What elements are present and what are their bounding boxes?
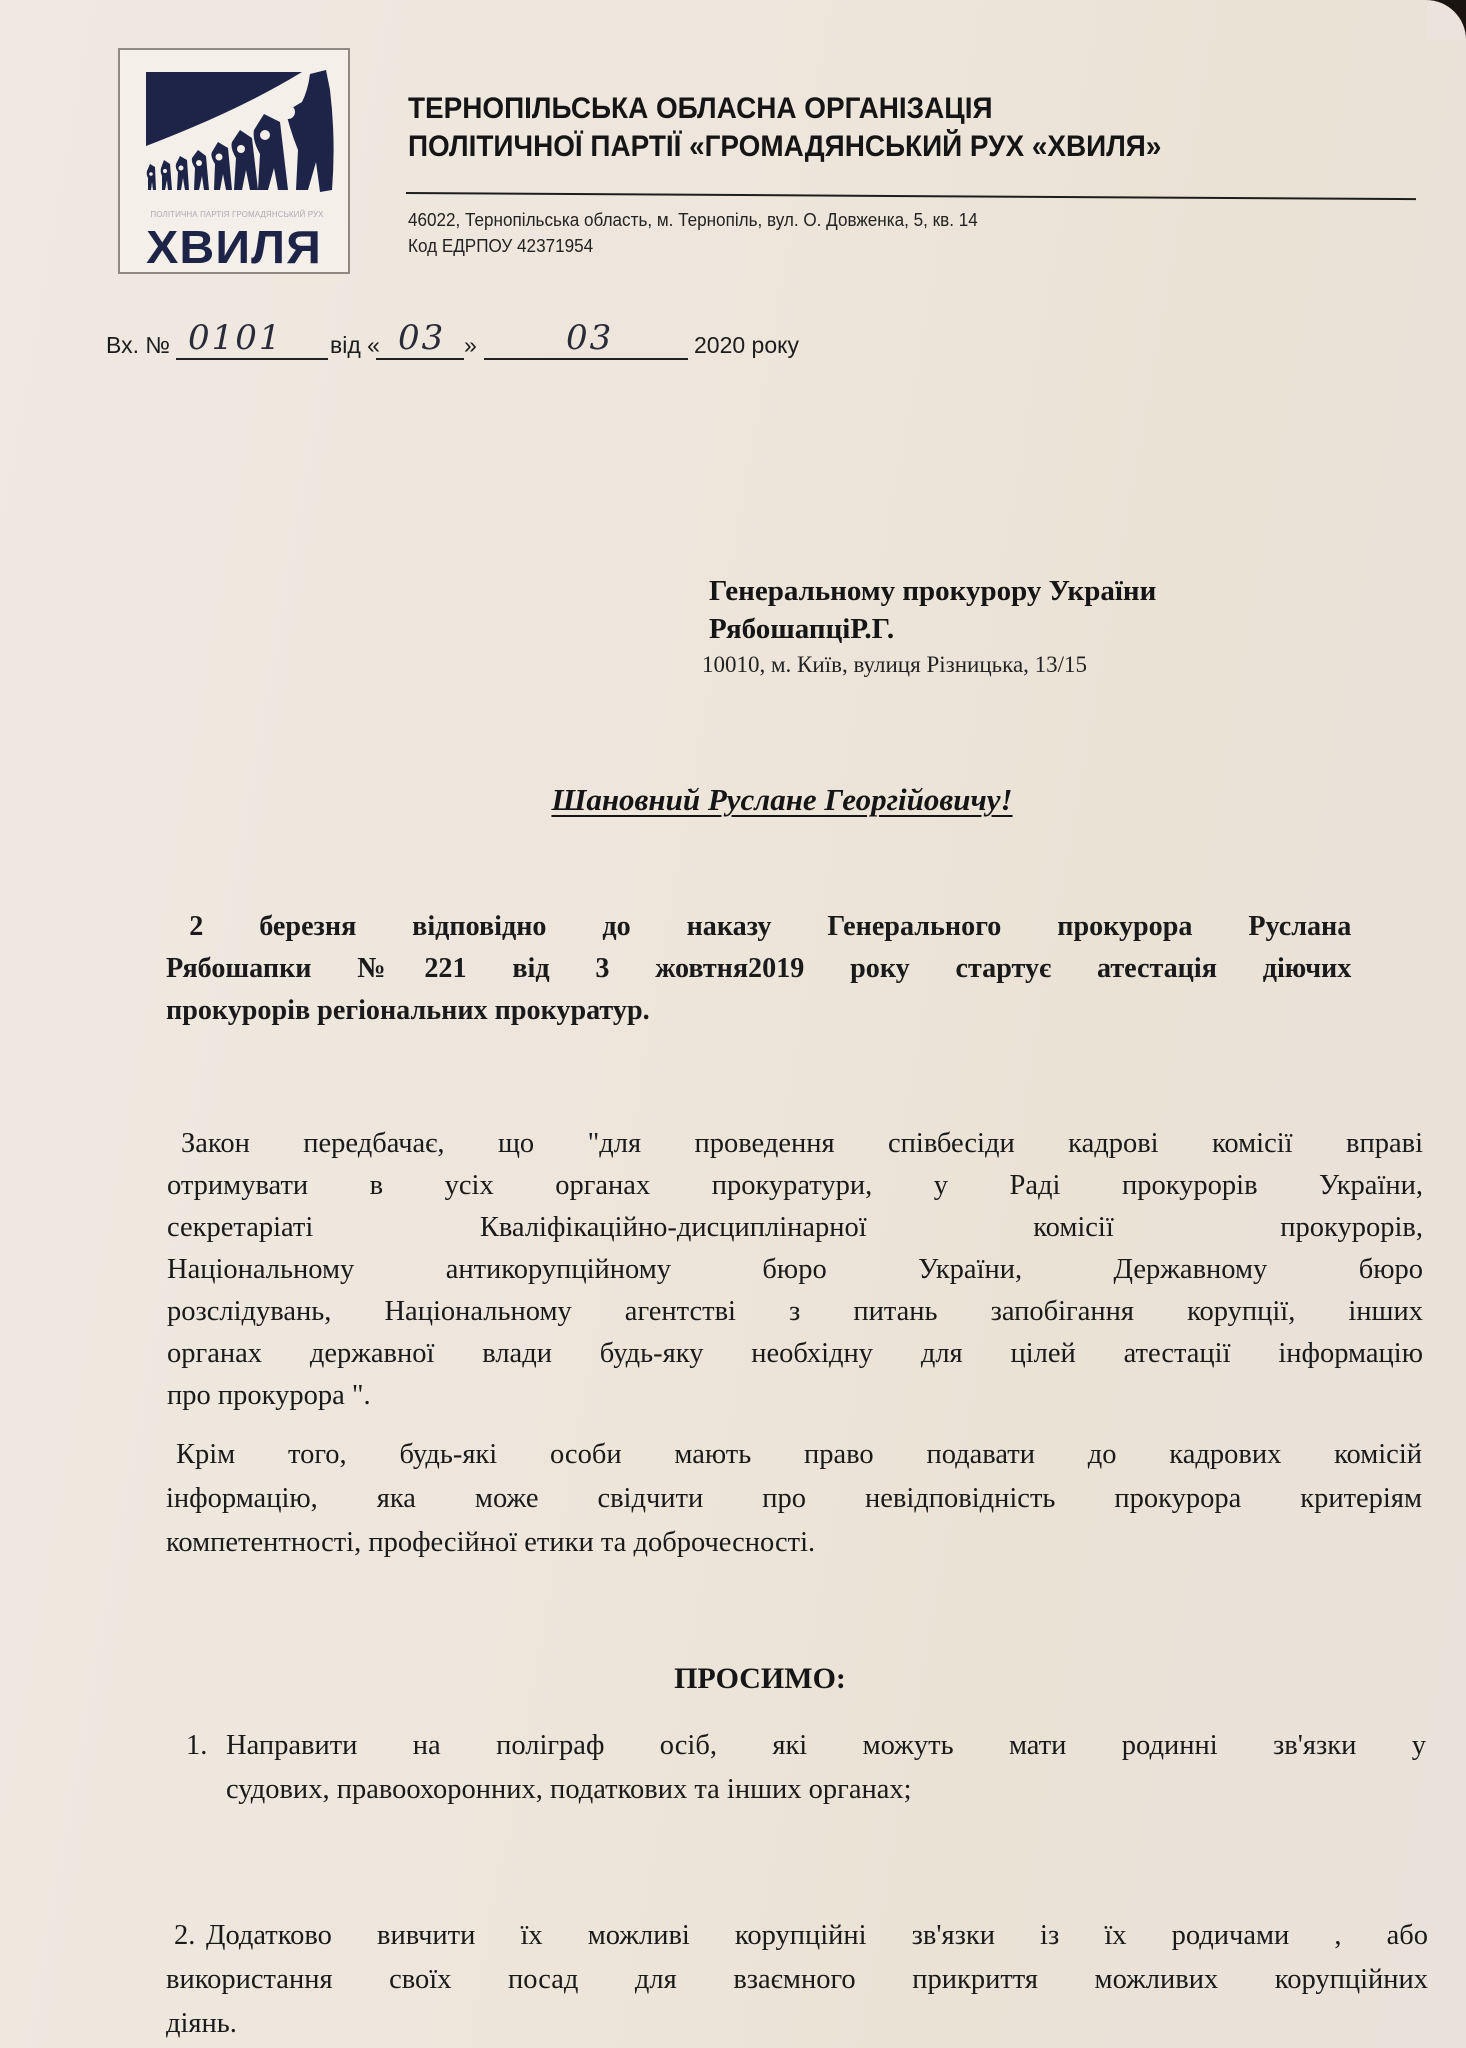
- request-item-line: судових, правоохоронних, податкових та інших органах;: [226, 1774, 912, 1805]
- besides-line: інформацію, яка може свідчити про невідповідність прокурора критеріям: [166, 1483, 1422, 1514]
- request-item-line: діянь.: [166, 2008, 237, 2039]
- law-line: Закон передбачає, що "для проведення співбесіди кадрові комісії вправі: [181, 1128, 1423, 1159]
- organization-title-line1: ТЕРНОПІЛЬСЬКА ОБЛАСНА ОРГАНІЗАЦІЯ: [408, 92, 993, 125]
- law-line: Національному антикорупційному бюро України, Державному бюро: [167, 1254, 1423, 1285]
- month-blank-line: [484, 358, 688, 360]
- request-item-line: Направити на поліграф осіб, які можуть мати родинні зв'язки у: [226, 1730, 1426, 1761]
- addressee-name: РябошапціР.Г.: [709, 613, 895, 645]
- year-label: 2020 року: [694, 332, 799, 358]
- from-label: від «: [330, 332, 380, 358]
- logo-wordmark: ХВИЛЯ: [146, 221, 322, 273]
- law-line: секретаріаті Кваліфікаційно-дисциплінарної комісії прокурорів,: [167, 1212, 1423, 1243]
- law-line: отримувати в усіх органах прокуратури, у Раді прокурорів України,: [167, 1170, 1423, 1201]
- incoming-number: 0101: [188, 318, 283, 358]
- salutation: Шановний Руслане Георгійовичу!: [551, 782, 1013, 817]
- law-paragraph: [167, 1123, 1423, 1417]
- request-item-number: 1.: [186, 1730, 208, 1761]
- intro-line: Рябошапки №221 від 3 жовтня2019 року стартує атестація діючих: [166, 952, 1352, 984]
- request-item-number: 2.: [174, 1920, 196, 1951]
- request-item-line: використання своїх посад для взаємного прикриття можливих корупційних: [166, 1964, 1428, 1995]
- law-line: органах державної влади будь-яку необхідну для цілей атестації інформацію: [167, 1338, 1423, 1369]
- organization-address: 46022, Тернопільська область, м. Тернопіль, вул. О. Довженка, 5, кв. 14: [408, 210, 978, 230]
- party-logo: [118, 48, 350, 274]
- addressee-address: 10010, м. Київ, вулиця Різницька, 13/15: [702, 652, 1088, 677]
- addressee-block: [702, 572, 1157, 682]
- besides-paragraph: [166, 1433, 1422, 1565]
- organization-title-line2: ПОЛІТИЧНОЇ ПАРТІЇ «ГРОМАДЯНСЬКИЙ РУХ «ХВИЛЯ»: [408, 130, 1162, 163]
- letterhead-divider: [406, 192, 1416, 200]
- request-item-2: [166, 1914, 1428, 2046]
- logo-tagline: ПОЛІТИЧНА ПАРТІЯ ГРОМАДЯНСЬКИЙ РУХ: [150, 210, 324, 219]
- close-quote: »: [464, 332, 477, 358]
- law-line: розслідувань, Національному агентстві з питань запобігання корупції, інших: [167, 1296, 1423, 1327]
- organization-title: [408, 90, 1161, 166]
- besides-line: компетентності, професійної етики та доброчесності.: [166, 1527, 816, 1558]
- request-heading: ПРОСИМО:: [674, 1662, 846, 1695]
- day-blank-line: [376, 358, 464, 360]
- number-blank-line: [176, 358, 328, 360]
- addressee-title: Генеральному прокурору України: [709, 575, 1157, 607]
- intro-paragraph: [166, 905, 1351, 1031]
- organization-address-block: [408, 207, 978, 259]
- organization-edrpou: Код ЕДРПОУ 42371954: [408, 236, 594, 256]
- request-item-1: [186, 1724, 1426, 1812]
- incoming-registration: [106, 316, 846, 366]
- incoming-day: 03: [398, 318, 446, 358]
- request-item-line: Додатково вивчити їх можливі корупційні зв'язки із їх родичами , або: [206, 1920, 1428, 1951]
- law-line: про прокурора ".: [167, 1380, 371, 1411]
- incoming-month: 03: [566, 318, 614, 358]
- besides-line: Крім того, будь-які особи мають право подавати до кадрових комісій: [176, 1439, 1422, 1470]
- intro-line: 2 березня відповідно до наказу Генерального прокурора Руслана: [189, 910, 1352, 942]
- incoming-prefix: Вх. №: [106, 332, 171, 358]
- intro-line: прокурорів регіональних прокуратур.: [166, 994, 650, 1026]
